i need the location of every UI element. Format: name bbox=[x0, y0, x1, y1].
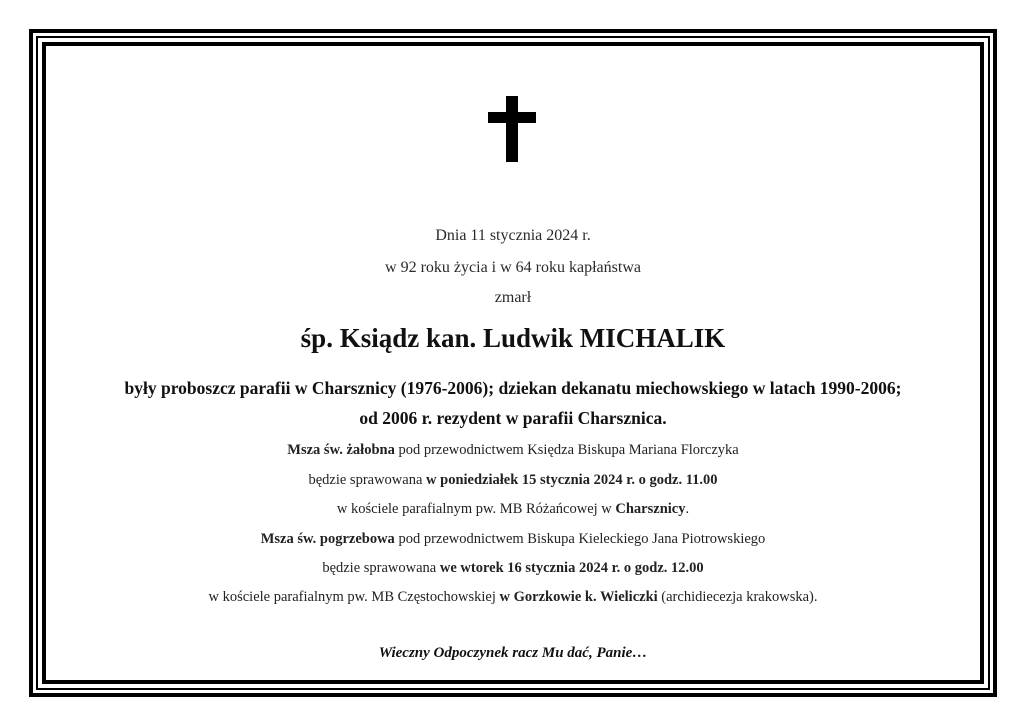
mass2-title: Msza św. pogrzebowa bbox=[260, 531, 395, 547]
mass2-presider: pod przewodnictwem Biskupa Kieleckiego Jana Piotrowskiego bbox=[394, 531, 766, 547]
mass1-when-line bbox=[46, 472, 980, 489]
died-line: zmarł bbox=[494, 289, 532, 306]
mass1-when-prefix: będzie sprawowana bbox=[308, 472, 427, 488]
mass2-where-prefix: w kościele parafialnym pw. MB Częstochowskiej bbox=[208, 589, 500, 605]
mass1-title: Msza św. żałobna bbox=[287, 442, 395, 458]
mass2-place: w Gorzkowie k. Wieliczki bbox=[499, 589, 658, 605]
mass1-where-line bbox=[46, 501, 980, 518]
date-line: Dnia 11 stycznia 2024 r. bbox=[435, 227, 591, 244]
bio-line-2: od 2006 r. rezydent w parafii Charsznica. bbox=[359, 408, 667, 428]
bio-line-1: były proboszcz parafii w Charsznicy (1976-2006); dziekan dekanatu miechowskiego w latach 1990-2006; bbox=[124, 378, 902, 398]
mass1-presider: pod przewodnictwem Księdza Biskupa Mariana Florczyka bbox=[394, 442, 739, 458]
mass2-title-line bbox=[46, 531, 980, 548]
mass2-when-prefix: będzie sprawowana bbox=[322, 560, 440, 576]
mass1-where-suffix: . bbox=[685, 501, 690, 517]
mass2-when: we wtorek 16 stycznia 2024 r. o godz. 12.00 bbox=[439, 560, 704, 576]
cross-icon bbox=[488, 96, 536, 162]
deceased-name: śp. Ksiądz kan. Ludwik MICHALIK bbox=[300, 323, 726, 353]
mass1-when: w poniedziałek 15 stycznia 2024 r. o godz. 11.00 bbox=[426, 472, 718, 488]
age-line: w 92 roku życia i w 64 roku kapłaństwa bbox=[385, 259, 641, 276]
mass1-title-line bbox=[46, 442, 980, 459]
mass1-where-prefix: w kościele parafialnym pw. MB Różańcowej w bbox=[336, 501, 616, 517]
mass2-where-suffix: (archidiecezja krakowska). bbox=[657, 589, 818, 605]
mass2-where-line bbox=[46, 589, 980, 606]
mass2-when-line bbox=[46, 560, 980, 577]
closing-prayer: Wieczny Odpoczynek racz Mu dać, Panie… bbox=[378, 645, 648, 661]
mass1-place: Charsznicy bbox=[615, 501, 686, 517]
